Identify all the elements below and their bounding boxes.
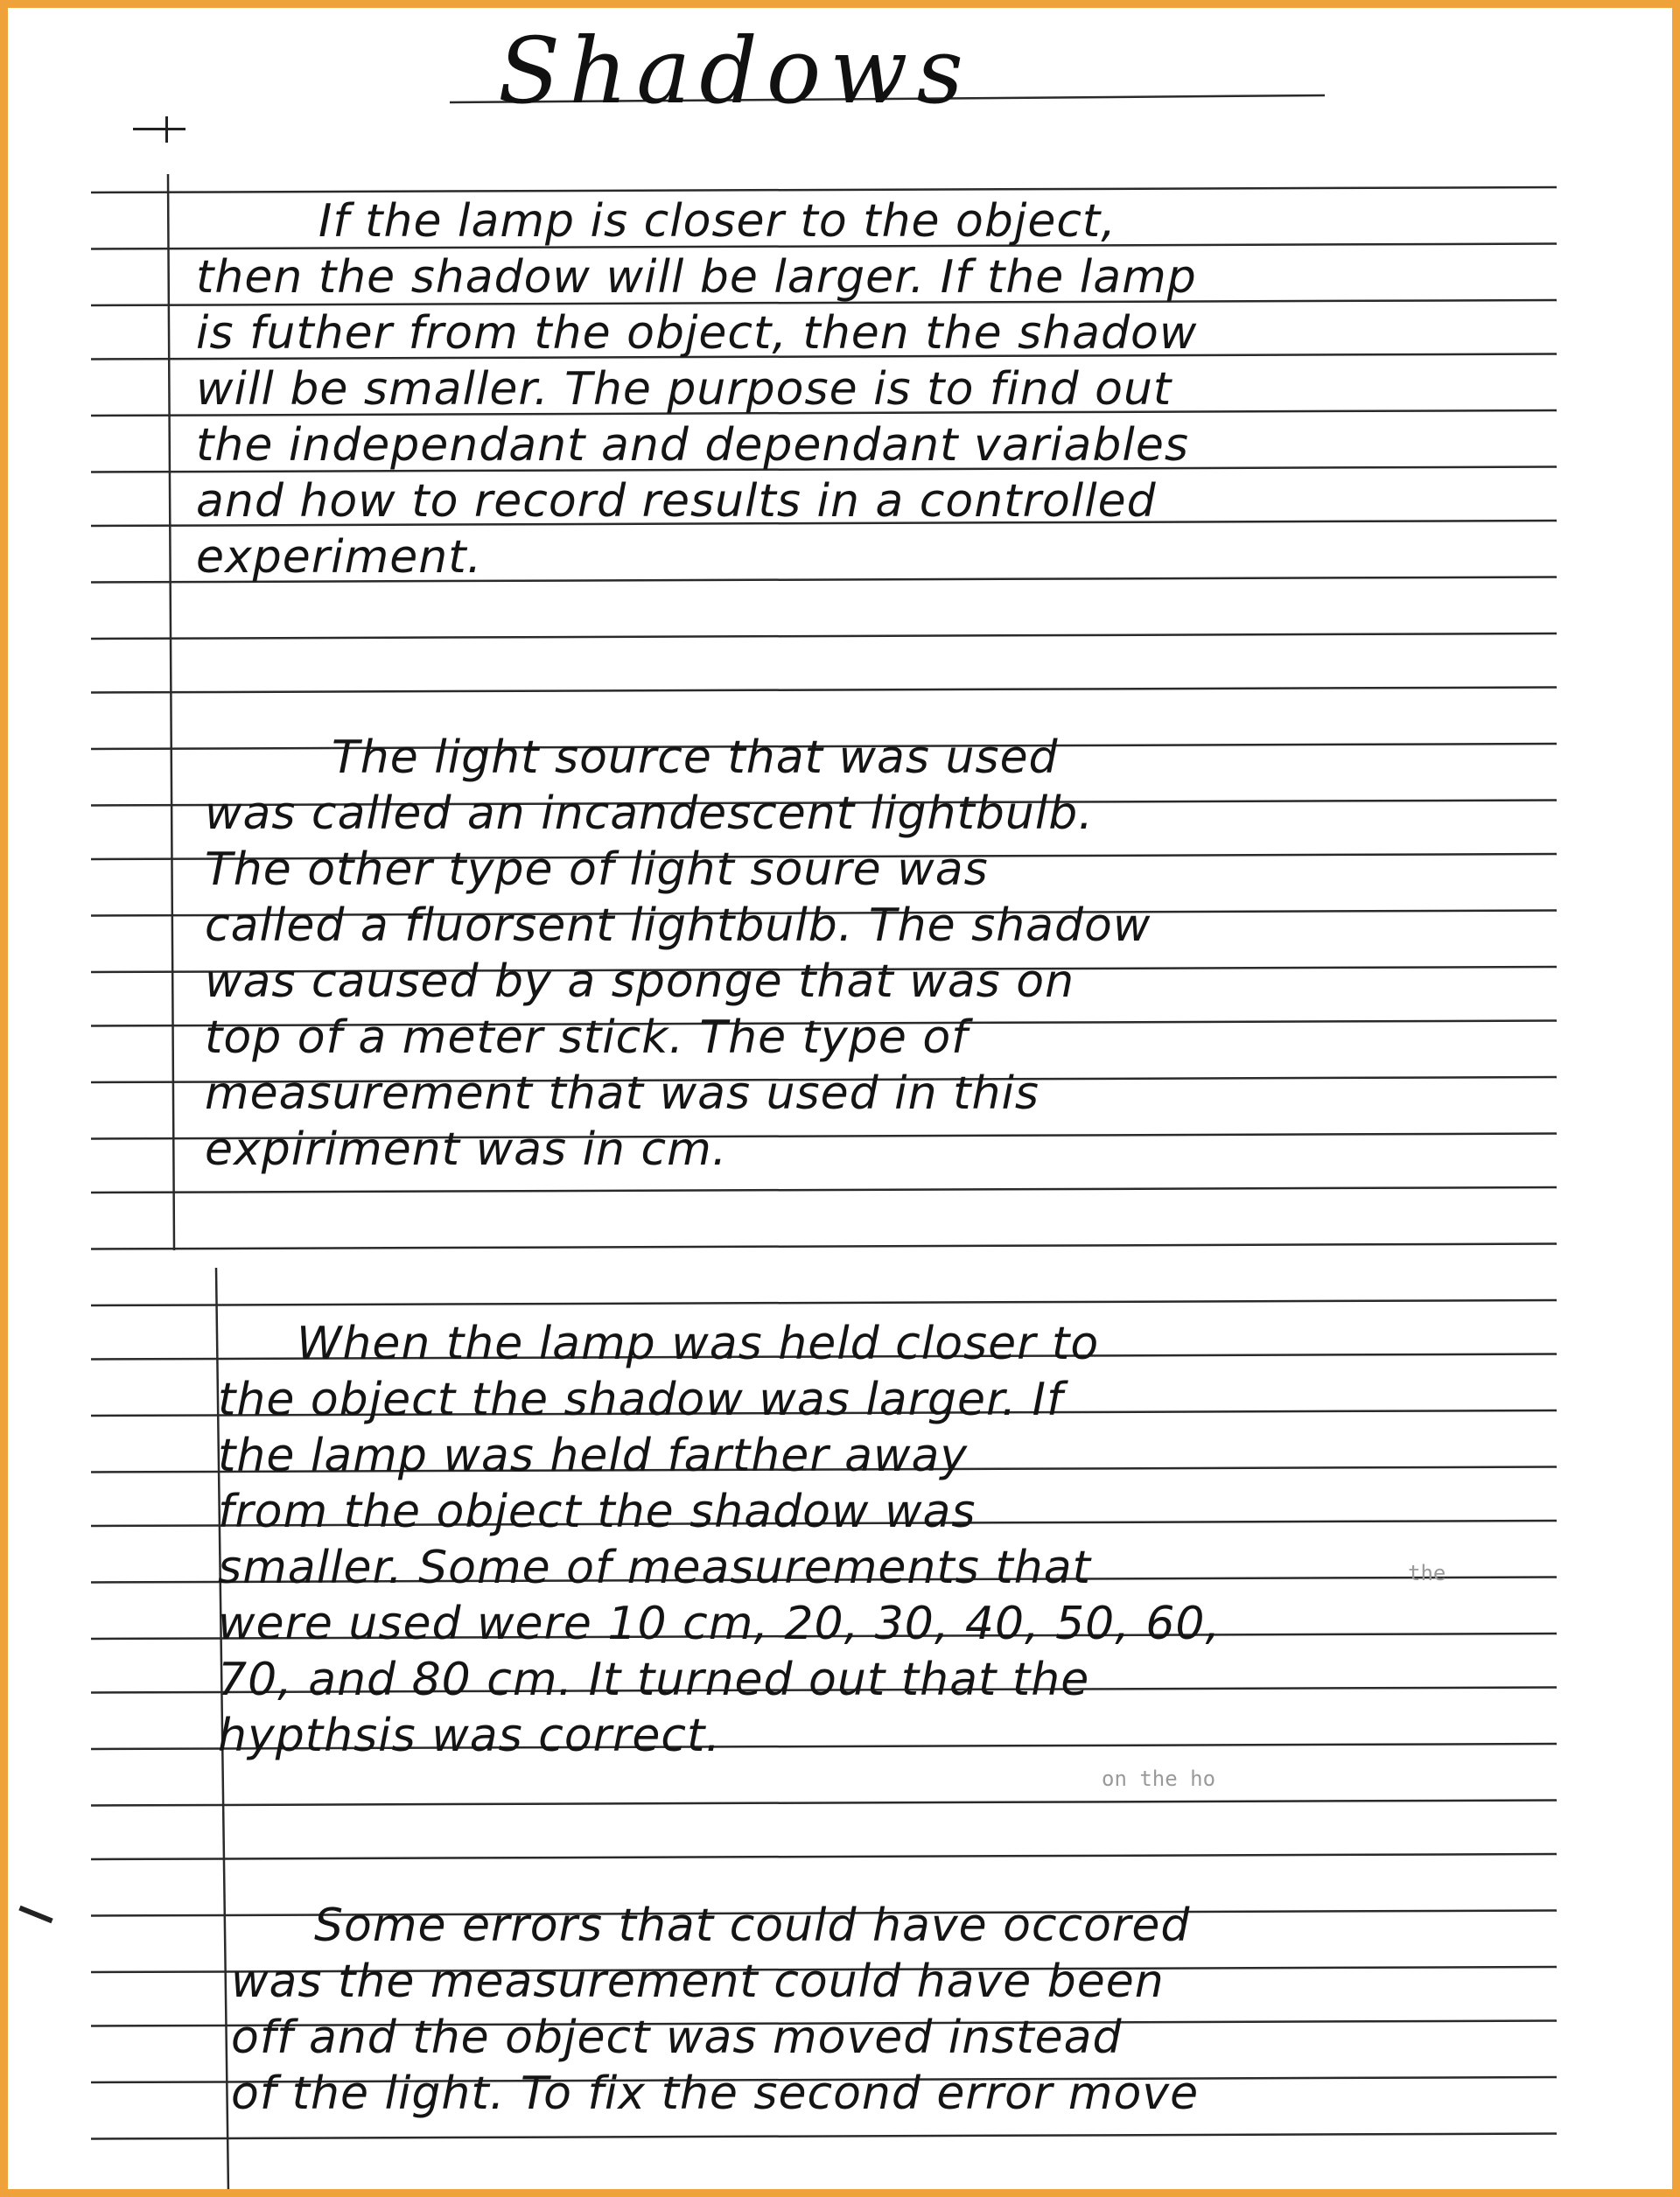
text-line: If the lamp is closer to the object, <box>318 195 1116 248</box>
margin-line-upper <box>168 174 174 1250</box>
text-line: then the shadow will be larger. If the lamp <box>196 251 1197 304</box>
ruled-line <box>91 1854 1557 1859</box>
text-line: expiriment was in cm. <box>205 1123 728 1176</box>
text-line: The light source that was used <box>332 731 1059 784</box>
text-line: top of a meter stick. The type of <box>205 1011 969 1064</box>
bleed-through-text: on the ho <box>1102 1767 1216 1791</box>
ruled-line <box>91 187 1557 192</box>
text-line: was the measurement could have been <box>231 1956 1165 2008</box>
ruled-line <box>91 633 1557 639</box>
text-line: was caused by a sponge that was on <box>205 955 1075 1008</box>
text-line: and how to record results in a controlled <box>196 475 1157 528</box>
text-line: Some errors that could have occored <box>314 1900 1191 1952</box>
paragraph-errors <box>231 1898 1199 2122</box>
ruled-line <box>91 1244 1557 1249</box>
text-line: called a fluorsent lightbulb. The shadow <box>205 899 1152 952</box>
text-line: the lamp was held farther away <box>218 1430 969 1482</box>
text-line: When the lamp was held closer to <box>297 1318 1100 1370</box>
text-line: is futher from the object, then the shadow <box>196 307 1198 360</box>
text-line: from the object the shadow was <box>218 1486 976 1538</box>
text-line: were used were 10 cm, 20, 30, 40, 50, 60, <box>218 1598 1222 1650</box>
ruled-line <box>91 2134 1557 2139</box>
text-line: measurement that was used in this <box>205 1067 1040 1120</box>
ruled-line <box>91 1801 1557 1806</box>
text-line: hypthsis was correct. <box>218 1710 721 1762</box>
page-title: Shadows <box>498 17 972 124</box>
text-line: smaller. Some of measurements that <box>218 1542 1091 1594</box>
text-line: of the light. To fix the second error move <box>231 2068 1200 2120</box>
text-line: off and the object was moved instead <box>231 2012 1123 2064</box>
bleed-through-text: the <box>1408 1561 1446 1585</box>
text-line: The other type of light soure was <box>205 843 989 896</box>
ruled-line <box>91 1300 1557 1305</box>
text-line: will be smaller. The purpose is to find out <box>196 363 1172 416</box>
text-line: 70, and 80 cm. It turned out that the <box>218 1654 1090 1706</box>
text-line: experiment. <box>196 531 483 584</box>
ruled-line <box>91 688 1557 693</box>
paragraph-materials <box>205 730 1151 1178</box>
corner-mark <box>133 128 186 130</box>
ruled-line <box>91 1187 1557 1193</box>
paragraph-hypothesis <box>196 193 1197 585</box>
corner-mark-stem <box>165 116 168 143</box>
paragraph-results <box>218 1316 1221 1764</box>
text-line: was called an incandescent lightbulb. <box>205 787 1094 840</box>
text-line: the object the shadow was larger. If <box>218 1374 1064 1426</box>
text-line: the independant and dependant variables <box>196 419 1189 472</box>
